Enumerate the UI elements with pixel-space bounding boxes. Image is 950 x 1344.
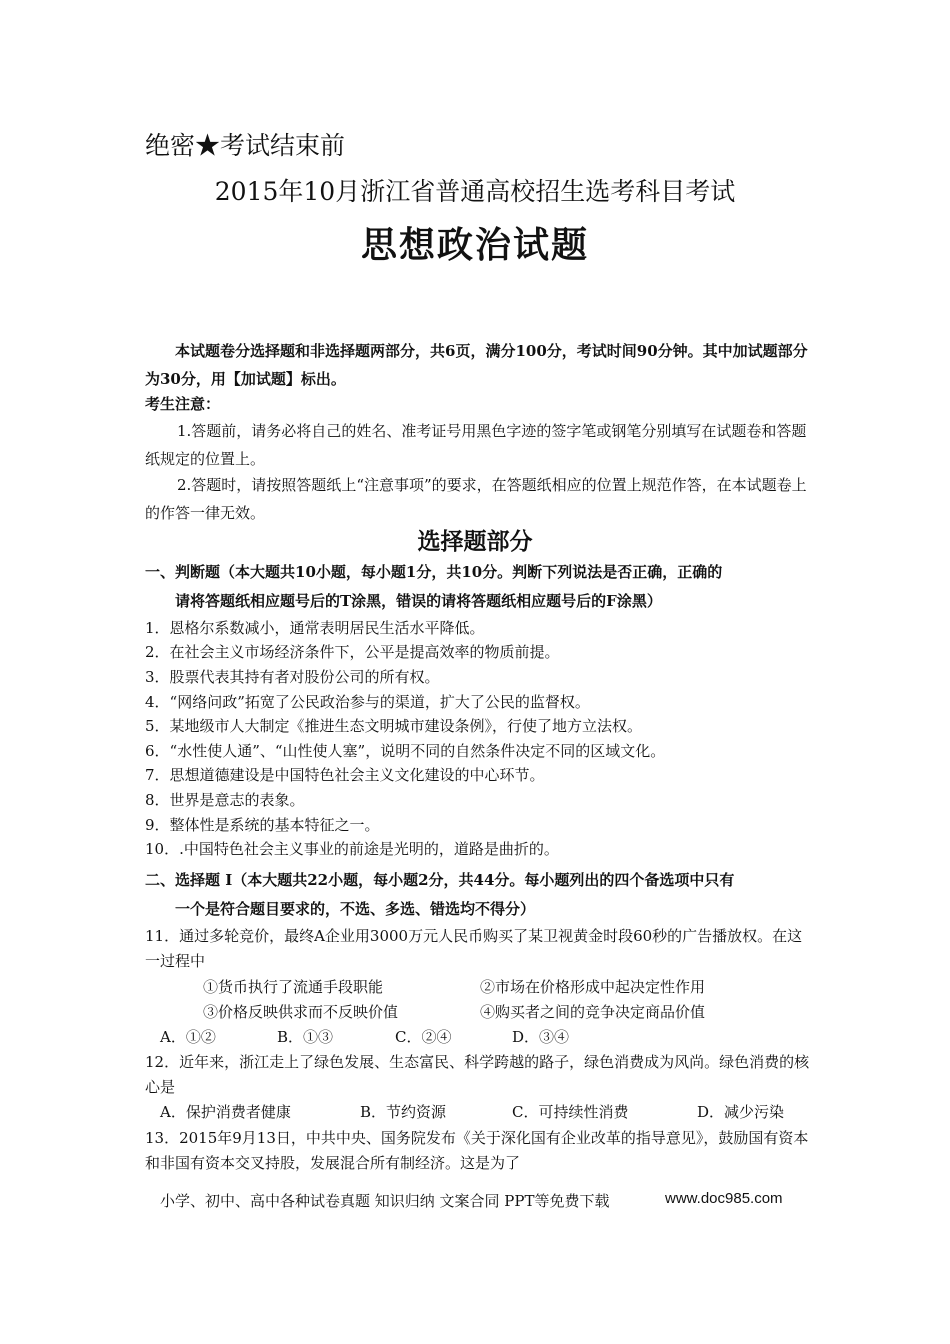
judge-question-2: 2．在社会主义市场经济条件下，公平是提高效率的物质前提。 [145,643,560,661]
judge-question-9: 9．整体性是系统的基本特征之一。 [145,816,380,834]
q11-item-3: ③价格反映供求而不反映价值 [203,1003,399,1021]
section-title: 选择题部分 [417,528,533,555]
notice-item-2: 2.答题时，请按照答题纸上“注意事项”的要求，在答题纸相应的位置上规范作答，在本试题卷上的作答一律无效。 [145,476,807,522]
notice-title: 考生注意： [145,395,221,413]
judge-question-6: 6．“水性使人通”、“山性使人塞”，说明不同的自然条件决定不同的区域文化。 [145,742,666,760]
q12-option-c: C．可持续性消费 [512,1103,629,1121]
q11-item-4: ④购买者之间的竞争决定商品价值 [480,1003,706,1021]
judge-question-10: 10．.中国特色社会主义事业的前途是光明的，道路是曲折的。 [145,840,559,858]
part2-heading-line2: 一个是符合题目要求的，不选、多选、错选均不得分） [175,900,536,918]
judge-question-5: 5．某地级市人大制定《推进生态文明城市建设条例》，行使了地方立法权。 [145,717,643,735]
q11-option-a: A．①② [160,1028,216,1046]
subject-title: 思想政治试题 [360,224,589,266]
secret-label: 绝密★考试结束前 [145,131,346,160]
judge-question-1: 1．恩格尔系数减小，通常表明居民生活水平降低。 [145,619,485,637]
q11-item-2: ②市场在价格形成中起决定性作用 [480,978,706,996]
q11-item-1: ①货币执行了流通手段职能 [203,978,384,996]
footer-text: 小学、初中、高中各种试卷真题 知识归纳 文案合同 PPT等免费下载 [160,1192,610,1210]
part1-heading [145,558,815,616]
judge-question-4: 4．“网络问政”拓宽了公民政治参与的渠道，扩大了公民的监督权。 [145,693,590,711]
question-12-stem: 12．近年来，浙江走上了绿色发展、生态富民、科学跨越的路子，绿色消费成为风尚。绿色消费的核心是 [145,1053,810,1096]
notice-item-1: 1.答题前，请务必将自己的姓名、准考证号用黑色字迹的签字笔或钢笔分别填写在试题卷和答题纸规定的位置上。 [145,422,807,468]
exam-title: 2015年10月浙江省普通高校招生选考科目考试 [214,177,736,206]
q11-option-d: D．③④ [512,1028,570,1046]
q11-option-b: B．①③ [277,1028,334,1046]
question-13-stem: 13．2015年9月13日，中共中央、国务院发布《关于深化国有企业改革的指导意见》，鼓励国有资本和非国有资本交叉持股，发展混合所有制经济。这是为了 [145,1129,809,1172]
judge-question-3: 3．股票代表其持有者对股份公司的所有权。 [145,668,440,686]
q12-option-a: A．保护消费者健康 [160,1103,291,1121]
part1-heading-line2: 请将答题纸相应题号后的T涂黑，错误的请将答题纸相应题号后的F涂黑） [175,592,662,610]
q11-option-c: C．②④ [395,1028,452,1046]
footer-url[interactable]: www.doc985.com [665,1190,783,1207]
part2-heading-line1: 二、选择题 I（本大题共22小题，每小题2分，共44分。每小题列出的四个备选项中只有 [145,871,735,889]
q12-option-d: D．减少污染 [697,1103,785,1121]
part2-heading [145,866,815,924]
part1-heading-line1: 一、判断题（本大题共10小题，每小题1分，共10分。判断下列说法是否正确，正确的 [145,563,723,581]
judge-question-7: 7．思想道德建设是中国特色社会主义文化建设的中心环节。 [145,766,545,784]
judge-question-8: 8．世界是意志的表象。 [145,791,305,809]
q12-option-b: B．节约资源 [360,1103,447,1121]
intro-paragraph: 本试题卷分选择题和非选择题两部分，共6页，满分100分，考试时间90分钟。其中加试题部分为30分，用【加试题】标出。 [145,342,808,388]
question-11-stem: 11．通过多轮竞价，最终A企业用3000万元人民币购买了某卫视黄金时段60秒的广告播放权。在这一过程中 [145,927,803,970]
